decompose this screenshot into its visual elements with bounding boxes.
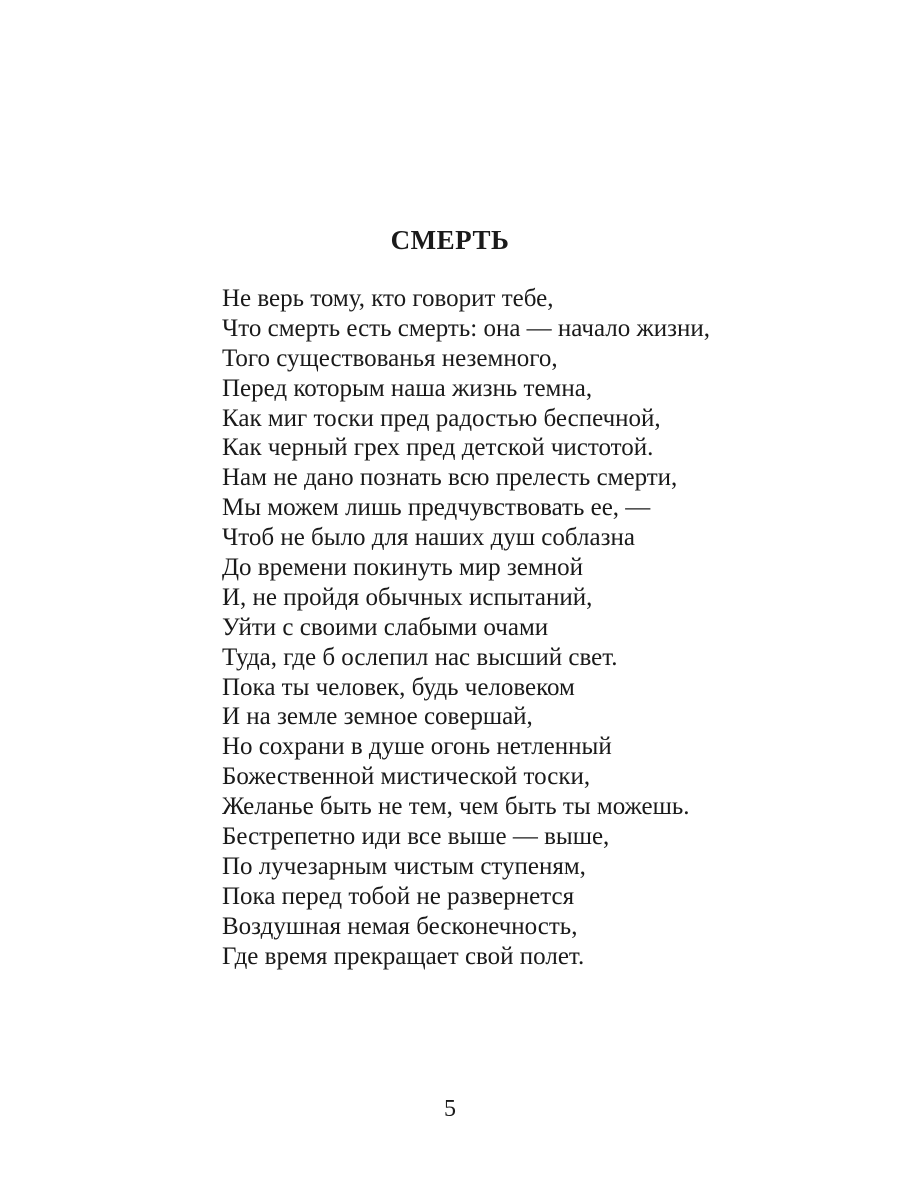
poem-line: Бестрепетно иди все выше — выше, [222, 823, 610, 851]
poem-line: Нам не дано познать всю прелесть смерти, [222, 464, 678, 492]
poem-line: Как черный грех пред детской чистотой. [222, 434, 654, 462]
poem-line: Где время прекращает свой полет. [222, 942, 585, 970]
poem-line: И, не пройдя обычных испытаний, [222, 583, 593, 611]
poem-line: Но сохрани в душе огонь нетленный [222, 733, 612, 761]
poem-line: По лучезарным чистым ступеням, [222, 852, 586, 880]
poem-line: Туда, где б ослепил нас высший свет. [222, 643, 618, 671]
poem-line: Как миг тоски пред радостью беспечной, [222, 404, 661, 432]
poem-line: Воздушная немая бесконечность, [222, 912, 578, 940]
poem-line: До времени покинуть мир земной [222, 554, 583, 582]
poem-line: Желанье быть не тем, чем быть ты можешь. [222, 793, 690, 821]
poem-line: Что смерть есть смерть: она — начало жизни, [222, 314, 711, 342]
poem-line: Не верь тому, кто говорит тебе, [222, 285, 554, 312]
poem-line: Пока перед тобой не развернется [222, 882, 575, 910]
poem-line: Того существованья неземного, [222, 344, 558, 372]
poem-line: Мы можем лишь предчувствовать ее, — [222, 494, 651, 522]
poem-line: Уйти с своими слабыми очами [222, 613, 549, 641]
poem-title: СМЕРТЬ [390, 225, 510, 255]
poem-line: Божественной мистической тоски, [222, 763, 591, 791]
page-number: 5 [444, 1096, 456, 1122]
poem-line: Пока ты человек, будь человеком [222, 673, 575, 701]
poem-line: Чтоб не было для наших душ соблазна [222, 524, 635, 552]
poem-line: И на земле земное совершай, [222, 703, 533, 731]
poem-line: Перед которым наша жизнь темна, [222, 374, 593, 402]
poem-body [222, 284, 710, 971]
